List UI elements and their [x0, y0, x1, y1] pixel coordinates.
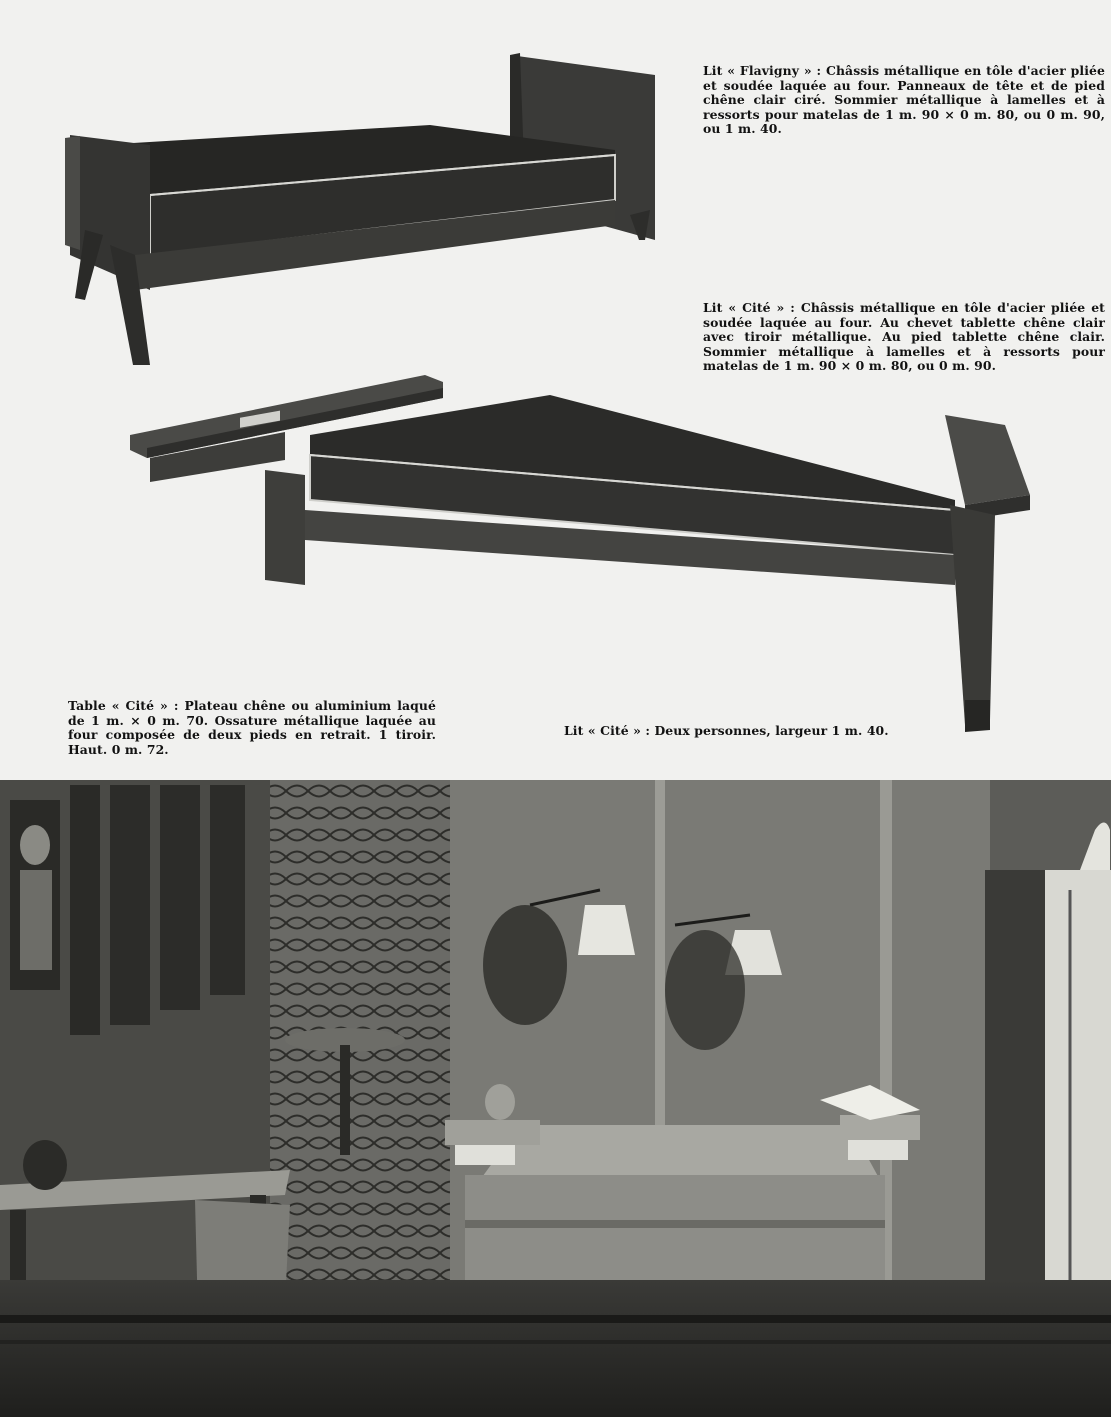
cite-foot-leg — [950, 505, 995, 725]
cite-foot-shelf — [945, 415, 1030, 505]
caption-table-cite: Table « Cité » : Plateau chêne ou aluminium laqué de 1 m. × 0 m. 70. Ossature métallique laquée au four composée de deux pieds en retrait. 1 tiroir. Haut. 0 m. 72. — [68, 698, 436, 757]
foreground-railing — [0, 1315, 1111, 1323]
bedside-shelf-left — [445, 1120, 540, 1145]
caption-lit-flavigny: Lit « Flavigny » : Châssis métallique en tôle d'acier pliée et soudée laquée au four. Panneaux de tête et de pied chêne clair ciré. Sommier métallique à lamelles et à ressorts pour matelas de 1 m. 90 × 0 m. 80, ou 0 m. 90, ou 1 m. 40. — [703, 63, 1105, 136]
flavigny-bed-illustration — [55, 50, 675, 380]
caption-lit-cite-double: Lit « Cité » : Deux personnes, largeur 1 m. 40. — [564, 723, 889, 738]
floor — [0, 1280, 1111, 1417]
cite-headboard-support — [265, 470, 305, 585]
bedside-shelf-right — [840, 1115, 920, 1140]
cite-bed-illustration — [125, 370, 1035, 740]
lamp-shade-left — [578, 905, 635, 955]
bedroom-photograph — [0, 780, 1111, 1417]
desk-jug — [23, 1140, 67, 1190]
caption-lit-cite: Lit « Cité » : Châssis métallique en tôle d'acier pliée et soudée laquée au four. Au chevet tablette chêne clair avec tiroir métallique. Au pied tablette chêne clair. Sommier métallique à lamelles et à ressorts pour matelas de 1 m. 90 × 0 m. 80, ou 0 m. 90. — [703, 300, 1105, 373]
